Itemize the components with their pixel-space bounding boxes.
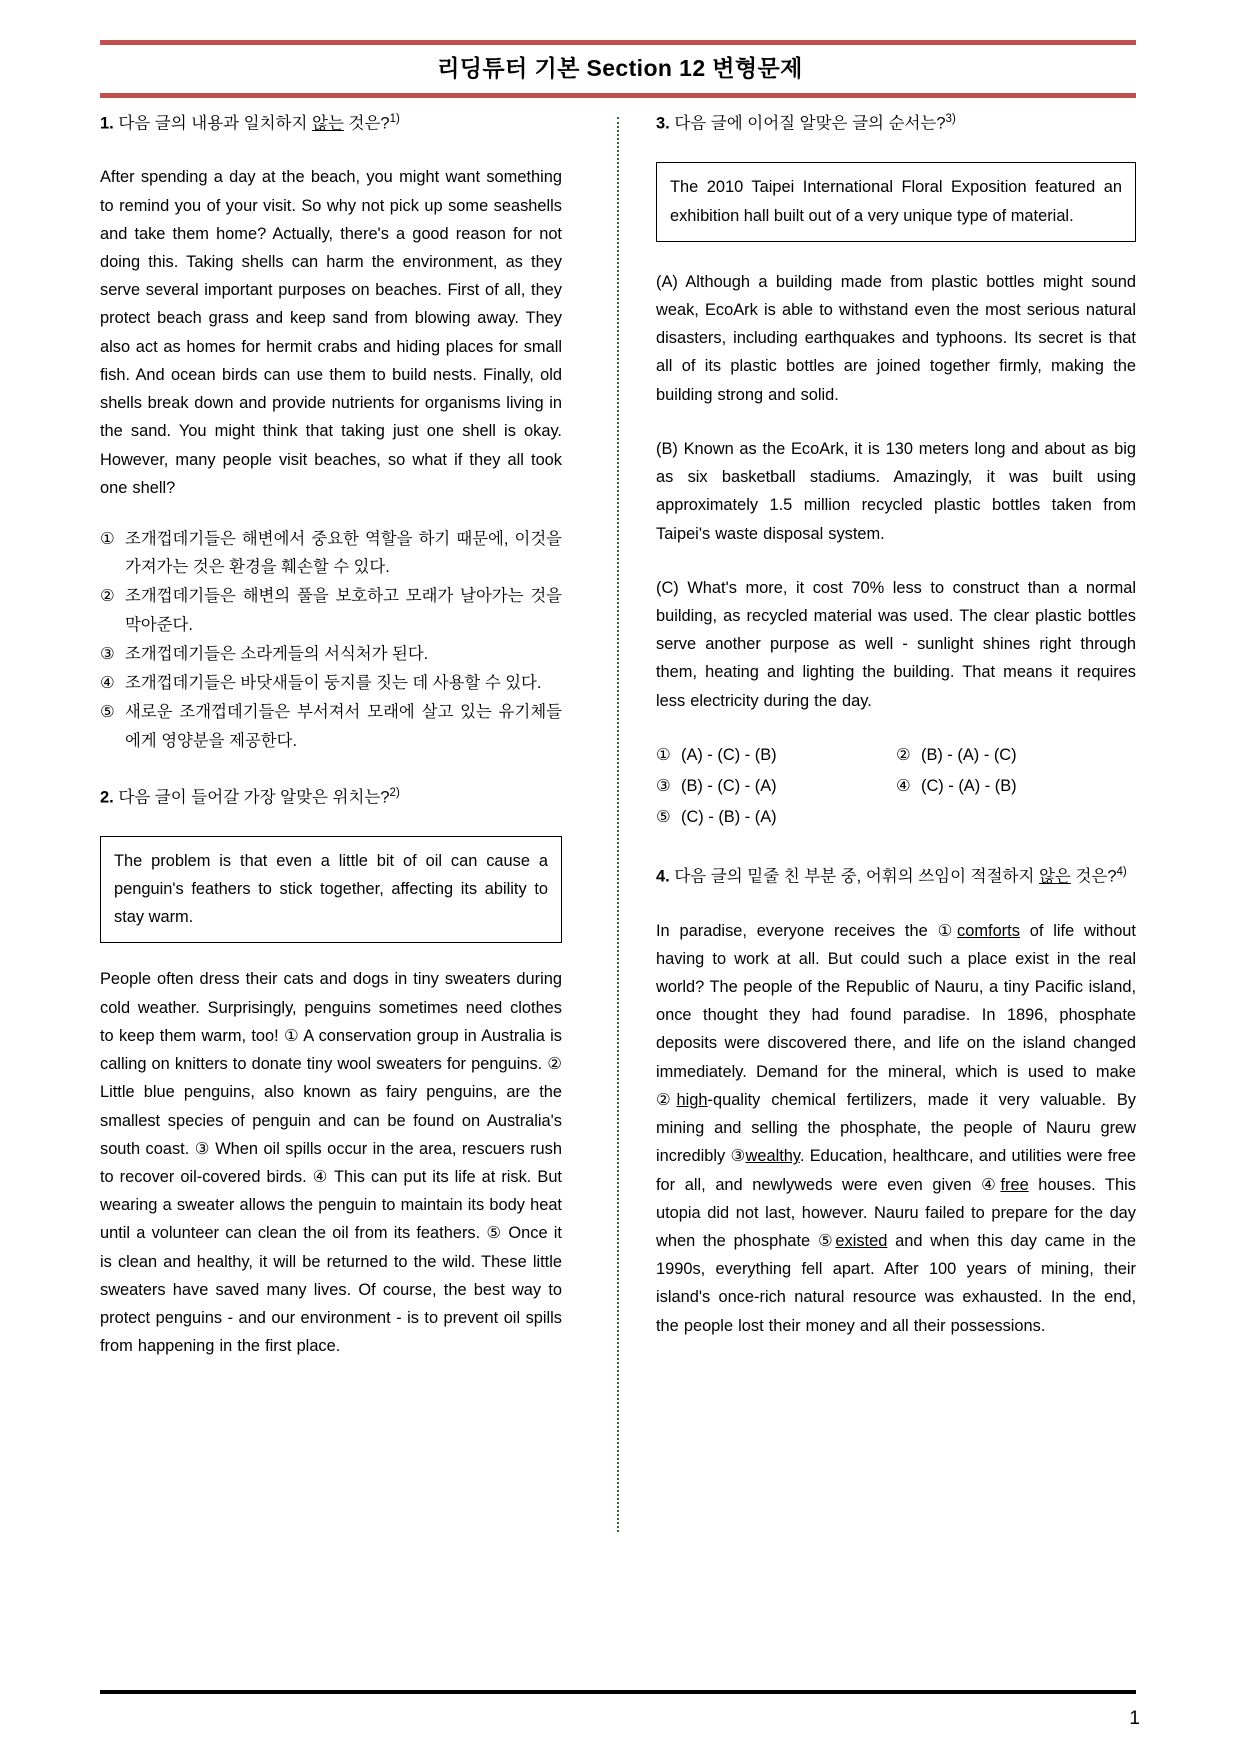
page-number: 1 [1129, 1708, 1140, 1729]
right-column [656, 111, 1136, 1571]
choice-label: (C) - (A) - (B) [921, 777, 1017, 796]
choice-marker: ④ [896, 777, 911, 796]
vocab-marker-1[interactable]: ① [937, 921, 958, 940]
passage-segment: A conservation group in Australia is calling on knitters to donate tiny wool sweaters for penguins. [100, 1026, 562, 1074]
vocab-word-4[interactable]: free [1000, 1175, 1029, 1194]
list-item[interactable] [100, 698, 562, 754]
choice-marker: ④ [100, 674, 115, 693]
passage-segment: of life without having to work at all. But could such a place exist in the real world? The people of the Republic of Nauru, a tiny Pacific island, once thought they had found paradise. In 1896, phosphate deposits were discovered there, and life on the island changed immediately. Demand for the mineral, which is used to make [656, 921, 1136, 1081]
question-1-heading [100, 111, 562, 137]
question-1-passage: After spending a day at the beach, you might want something to remind you of your visit. So why not pick up some seashells and take them home? Actually, there's a good reason for not doing this. Taking shells can harm the environment, as they serve several important purposes on beaches. First of all, they protect beach grass and keep sand from blowing away. They also act as homes for hermit crabs and hiding places for small fish. And ocean birds can use them to build nests. Finally, old shells break down and provide nutrients for organisms living in the sand. You might think that taking just one shell is okay. However, many people visit beaches, so what if they all took one shell? [100, 168, 562, 497]
vocab-marker-3[interactable]: ③ [730, 1147, 746, 1166]
question-3-number: 3. [656, 114, 670, 133]
choice-marker: ⑤ [656, 808, 671, 827]
choice-label: (B) - (A) - (C) [921, 745, 1017, 764]
question-3-footnote-marker: 3) [945, 113, 956, 126]
vocab-word-1[interactable]: comforts [957, 921, 1020, 940]
insert-marker-3[interactable]: ③ [194, 1139, 210, 1158]
question-3-paragraph-a: (A) Although a building made from plastic bottles might sound weak, EcoArk is able to withstand even the most serious natural disasters, including earthquakes and typhoons. Its secret is that all of its plastic bottles are joined together firmly, making the building strong and solid. [656, 272, 1136, 404]
passage-segment: When oil spills occur in the area, rescuers rush to recover oil-covered birds. [100, 1139, 562, 1186]
question-4-passage [656, 917, 1136, 1340]
passage-segment: -quality chemical fertilizers, made it very valuable. By mining and selling the phosphate, the people of Nauru grew incredibly [656, 1090, 1136, 1166]
choice-label: (B) - (C) - (A) [681, 777, 777, 796]
choice-marker: ③ [100, 644, 115, 663]
list-item[interactable] [656, 741, 896, 772]
list-item[interactable] [896, 772, 1136, 803]
question-3-choices [656, 741, 1136, 835]
insert-marker-4[interactable]: ④ [312, 1167, 329, 1186]
insert-marker-1[interactable]: ① [283, 1026, 299, 1045]
choice-label: (C) - (B) - (A) [681, 808, 777, 827]
choice-marker: ① [100, 529, 115, 548]
vocab-word-5[interactable]: existed [835, 1231, 888, 1250]
list-item[interactable] [656, 772, 896, 803]
passage-segment: and when this day came in the 1990s, everything fell apart. After 100 years of mining, their island's once-rich natural resource was exhausted. In the end, the people lost their money and all their possessions. [656, 1231, 1137, 1335]
passage-segment: . Education, healthcare, and utilities were free for all, and newlyweds were even given [656, 1147, 1136, 1194]
question-1-number: 1. [100, 114, 114, 133]
choice-label: 조개껍데기들은 바닷새들이 둥지를 짓는 데 사용할 수 있다. [125, 674, 542, 693]
choice-label: 새로운 조개껍데기들은 부서져서 모래에 살고 있는 유기체들에게 영양분을 제공한다. [125, 703, 562, 750]
choice-marker: ① [656, 745, 671, 764]
vocab-marker-5[interactable]: ⑤ [817, 1231, 836, 1250]
passage-segment: Once it is clean and healthy, it will be returned to the wild. These little sweaters have saved many lives. Of course, the best way to protect penguins - and our environment - is to prevent oil spills from happening in the first place. [100, 1224, 562, 1356]
choice-marker: ② [896, 745, 911, 764]
question-1-prompt-underline: 않는 [312, 114, 344, 133]
question-3-paragraph-c: (C) What's more, it cost 70% less to construct than a normal building, as recycled material was used. The clear plastic bottles serve another purpose as well - sunlight shines right through them, heating and lighting the building. That means it requires less electricity during the day. [656, 578, 1136, 710]
question-4-footnote-marker: 4) [1116, 866, 1127, 879]
column-divider [580, 111, 656, 1571]
choice-label: (A) - (C) - (B) [681, 745, 777, 764]
vocab-word-3[interactable]: wealthy [745, 1147, 800, 1166]
list-item[interactable] [100, 525, 562, 581]
question-1-prompt-a: 다음 글의 내용과 일치하지 [113, 114, 313, 133]
question-3-paragraph-b: (B) Known as the EcoArk, it is 130 meters long and about as big as six basketball stadiums. Amazingly, it was built using approximately 1.5 million recycled plastic bottles taken from Taipei's waste disposal system. [656, 439, 1136, 543]
choice-label: 조개껍데기들은 해변의 풀을 보호하고 모래가 날아가는 것을 막아준다. [125, 587, 562, 634]
list-item[interactable] [100, 640, 562, 668]
question-3-boxed-sentence: The 2010 Taipei International Floral Exposition featured an exhibition hall built out of a very unique type of material. [656, 162, 1136, 241]
footer-rule [100, 1690, 1136, 1694]
question-2-passage [100, 965, 562, 1360]
insert-marker-2[interactable]: ② [547, 1055, 562, 1074]
header-rule-bottom [100, 93, 1136, 98]
question-1-footnote-marker: 1) [389, 113, 400, 126]
insert-marker-5[interactable]: ⑤ [486, 1224, 503, 1243]
list-item[interactable] [100, 669, 562, 697]
passage-segment: Little blue penguins, also known as fairy penguins, are the smallest species of penguin and can be found on Australia's south coast. [100, 1083, 562, 1158]
question-4-prompt-b: 것은? [1070, 867, 1117, 886]
question-2-footnote-marker: 2) [389, 786, 400, 799]
passage-segment: People often dress their cats and dogs in tiny sweaters during cold weather. Surprisingly, penguins sometimes need clothes to keep them warm, too! [100, 970, 562, 1045]
passage-segment: In paradise, everyone receives the [656, 921, 938, 940]
vocab-marker-4[interactable]: ④ [981, 1175, 1001, 1194]
list-item[interactable] [896, 741, 1136, 772]
question-2-prompt: 다음 글이 들어갈 가장 알맞은 위치는? [113, 788, 390, 807]
vocab-word-2[interactable]: high [676, 1090, 708, 1109]
vocab-marker-2[interactable]: ② [656, 1090, 677, 1109]
question-2-number: 2. [100, 788, 114, 807]
question-1-prompt-b: 것은? [343, 114, 390, 133]
list-item[interactable] [100, 582, 562, 638]
left-column [100, 111, 580, 1571]
two-column-body [100, 111, 1136, 1571]
passage-segment: houses. This utopia did not last, however. Nauru failed to prepare for the day when the phosphate [656, 1175, 1136, 1250]
question-4-prompt-a: 다음 글의 밑줄 친 부분 중, 어휘의 쓰임이 적절하지 [669, 867, 1039, 886]
choice-marker: ⑤ [100, 703, 115, 722]
question-4-number: 4. [656, 867, 670, 886]
passage-segment: This can put its life at risk. But wearing a sweater allows the penguin to maintain its body heat until a volunteer can clean the oil from its feathers. [100, 1167, 562, 1243]
choice-marker: ② [100, 587, 115, 606]
page-title: 리딩튜터 기본 Section 12 변형문제 [437, 55, 803, 81]
question-2-heading [100, 785, 562, 811]
question-3-heading [656, 111, 1136, 137]
list-item[interactable] [656, 803, 896, 834]
question-1-choices [100, 525, 562, 755]
question-4-heading [656, 864, 1136, 890]
choice-label: 조개껍데기들은 해변에서 중요한 역할을 하기 때문에, 이것을 가져가는 것은 환경을 훼손할 수 있다. [125, 529, 562, 577]
question-2-boxed-sentence: The problem is that even a little bit of oil can cause a penguin's feathers to stick together, affecting its ability to stay warm. [100, 836, 562, 944]
choice-marker: ③ [656, 777, 671, 796]
question-3-prompt: 다음 글에 이어질 알맞은 글의 순서는? [669, 114, 946, 133]
question-4-prompt-underline: 않은 [1038, 867, 1071, 886]
choice-label: 조개껍데기들은 소라게들의 서식처가 된다. [125, 644, 429, 663]
dotted-divider-line [617, 117, 619, 1532]
